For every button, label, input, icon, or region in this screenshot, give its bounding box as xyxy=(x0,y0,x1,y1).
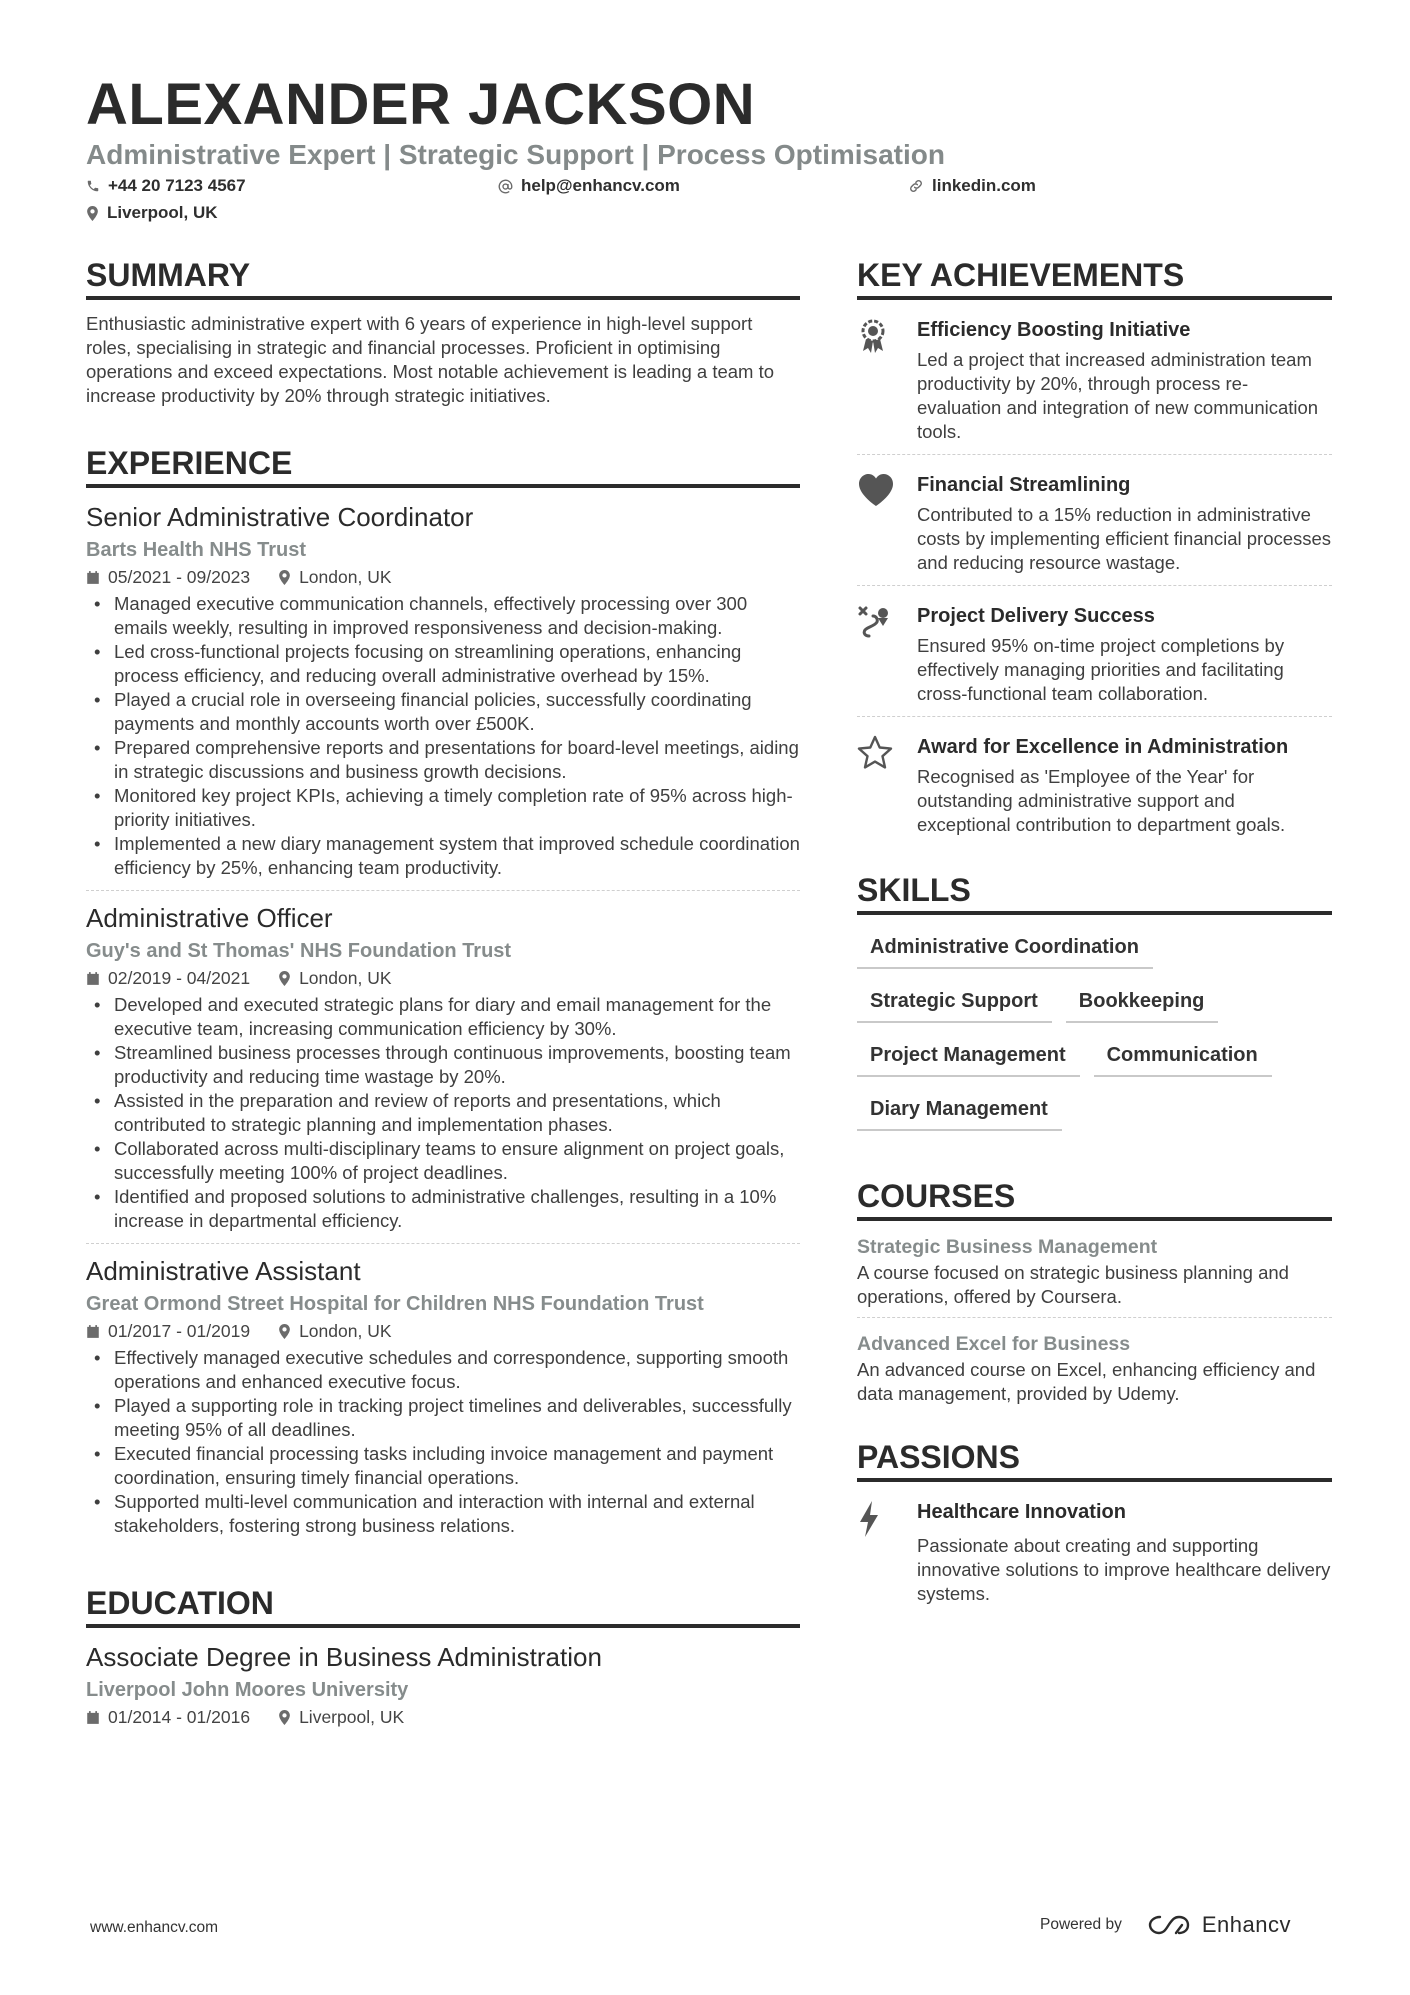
passion-item xyxy=(857,1494,1332,1616)
skills-list xyxy=(857,927,1332,1143)
achievement-item xyxy=(857,312,1332,455)
contact-email[interactable] xyxy=(498,175,680,197)
skill-tag: Project Management xyxy=(857,1035,1080,1077)
job-bullet: • Led cross-functional projects focusing on streamlining operations, enhancing process efficiency, and reducing overall administrative overhead by 15%. xyxy=(86,640,800,688)
job-bullet: • Streamlined business processes through continuous improvements, boosting team productivity and reducing time wastage by 20%. xyxy=(86,1041,800,1089)
education-heading: EDUCATION xyxy=(86,1584,800,1628)
experience-heading: EXPERIENCE xyxy=(86,444,800,488)
calendar-icon xyxy=(86,570,100,585)
link-icon xyxy=(908,178,924,194)
achievement-title: Award for Excellence in Administration xyxy=(917,736,1289,758)
achievement-text: Ensured 95% on-time project completions by effectively managing priorities and facilitating cross-functional team collaboration. xyxy=(917,635,1285,704)
job-dates xyxy=(86,564,250,590)
map-pin-icon xyxy=(278,1710,291,1725)
skill-tag: Communication xyxy=(1094,1035,1272,1077)
brand-name: Enhancv xyxy=(1201,1912,1291,1937)
linkedin-text: linkedin.com xyxy=(932,176,1036,195)
job-bullet: • Implemented a new diary management system that improved schedule coordination efficiency by 25%, enhancing team productivity. xyxy=(86,832,800,880)
courses-heading: COURSES xyxy=(857,1177,1332,1221)
job-bullet: • Played a crucial role in overseeing financial policies, successfully coordinating payments and monthly accounts worth over £500K. xyxy=(86,688,800,736)
skills-section xyxy=(857,871,1332,1143)
job-bullet: • Prepared comprehensive reports and presentations for board-level meetings, aiding in strategic discussions and business growth decisions. xyxy=(86,736,800,784)
job-bullet: • Executed financial processing tasks including invoice management and payment coordination, ensuring timely financial operations. xyxy=(86,1442,800,1490)
lightning-bolt-icon xyxy=(857,1498,917,1606)
achievement-text: Recognised as 'Employee of the Year' for outstanding administrative support and exceptional contribution to department goals. xyxy=(917,766,1286,835)
school-name: Liverpool John Moores University xyxy=(86,1679,409,1701)
at-sign-icon xyxy=(498,179,513,194)
calendar-icon xyxy=(86,1710,100,1725)
candidate-name: ALEXANDER JACKSON xyxy=(86,72,756,137)
job-location xyxy=(278,1318,391,1344)
job-bullet: • Effectively managed executive schedules and correspondence, supporting smooth operations and enhanced executive focus. xyxy=(86,1346,800,1394)
heart-icon xyxy=(857,471,917,575)
education-dates xyxy=(86,1704,250,1730)
job-title: Administrative Officer xyxy=(86,903,333,933)
right-column xyxy=(857,256,1332,1628)
job-dates xyxy=(86,965,250,991)
experience-entry xyxy=(86,500,800,891)
job-dates-text: 01/2017 - 01/2019 xyxy=(108,1321,251,1341)
skills-heading: SKILLS xyxy=(857,871,1332,915)
course-title: Strategic Business Management xyxy=(857,1236,1158,1258)
contact-linkedin[interactable] xyxy=(908,175,1036,197)
job-bullets xyxy=(86,592,800,880)
education-meta xyxy=(86,1704,800,1730)
education-dates-text: 01/2014 - 01/2016 xyxy=(108,1707,251,1727)
job-title: Administrative Assistant xyxy=(86,1256,361,1286)
education-location-text: Liverpool, UK xyxy=(299,1707,405,1727)
map-pin-icon xyxy=(86,206,99,221)
job-meta xyxy=(86,965,800,991)
experience-entry xyxy=(86,1254,800,1548)
star-icon xyxy=(857,733,917,837)
job-bullet: • Supported multi-level communication and interaction with internal and external stakeholders, fostering strong business relations. xyxy=(86,1490,800,1538)
job-meta xyxy=(86,1318,800,1344)
achievement-text: Contributed to a 15% reduction in administrative costs by implementing efficient financial processes and reducing resource wastage. xyxy=(917,504,1332,573)
powered-by-text: Powered by xyxy=(1040,1916,1122,1933)
course-text: A course focused on strategic business planning and operations, offered by Coursera. xyxy=(857,1262,1289,1307)
job-bullet: • Collaborated across multi-disciplinary teams to ensure alignment on project goals, successfully meeting 100% of project deadlines. xyxy=(86,1137,800,1185)
job-title: Senior Administrative Coordinator xyxy=(86,502,474,532)
footer-website[interactable]: www.enhancv.com xyxy=(90,1919,219,1936)
job-dates-text: 05/2021 - 09/2023 xyxy=(108,567,251,587)
summary-text: Enthusiastic administrative expert with 6 years of experience in high-level support roles, specialising in strategic and financial processes. Proficient in optimising operations and exceed expectations. Most notable achievement is leading a team to increase productivity by 20% through strategic initiatives. xyxy=(86,313,775,406)
company-name: Great Ormond Street Hospital for Children NHS Foundation Trust xyxy=(86,1293,704,1315)
job-location xyxy=(278,564,391,590)
course-title: Advanced Excel for Business xyxy=(857,1333,1131,1355)
skill-tag: Diary Management xyxy=(857,1089,1062,1131)
left-column xyxy=(86,256,800,1730)
job-location-text: London, UK xyxy=(299,1321,392,1341)
achievements-heading: KEY ACHIEVEMENTS xyxy=(857,256,1332,300)
company-name: Guy's and St Thomas' NHS Foundation Trust xyxy=(86,940,512,962)
phone-icon xyxy=(86,179,100,193)
job-bullets xyxy=(86,1346,800,1538)
job-dates xyxy=(86,1318,250,1344)
education-section xyxy=(86,1584,800,1730)
contact-location xyxy=(86,202,218,224)
achievement-item xyxy=(857,729,1332,847)
job-bullet: • Monitored key project KPIs, achieving a timely completion rate of 95% across high-priority initiatives. xyxy=(86,784,800,832)
job-bullet: • Assisted in the preparation and review of reports and presentations, which contributed to strategic planning and implementation phases. xyxy=(86,1089,800,1137)
headline: Administrative Expert | Strategic Support | Process Optimisation xyxy=(86,139,945,170)
achievement-text: Led a project that increased administration team productivity by 20%, through process re-evaluation and integration of new communication tools. xyxy=(917,349,1319,442)
passions-section xyxy=(857,1438,1332,1616)
achievement-item xyxy=(857,467,1332,586)
passion-text: Passionate about creating and supporting innovative solutions to improve healthcare delivery systems. xyxy=(917,1535,1331,1604)
achievement-title: Project Delivery Success xyxy=(917,605,1155,627)
summary-section xyxy=(86,256,800,408)
map-pin-icon xyxy=(278,1324,291,1339)
footer-branding[interactable] xyxy=(1040,1912,1291,1938)
phone-text: +44 20 7123 4567 xyxy=(108,176,246,195)
experience-entry xyxy=(86,901,800,1244)
enhancv-logo-icon xyxy=(1148,1913,1194,1937)
contact-phone[interactable] xyxy=(86,175,246,197)
job-meta xyxy=(86,564,800,590)
experience-section xyxy=(86,444,800,1548)
job-location-text: London, UK xyxy=(299,968,392,988)
passion-title: Healthcare Innovation xyxy=(917,1501,1126,1523)
courses-section xyxy=(857,1177,1332,1414)
skill-tag: Strategic Support xyxy=(857,981,1052,1023)
job-location xyxy=(278,965,391,991)
skill-tag: Administrative Coordination xyxy=(857,927,1153,969)
degree-title: Associate Degree in Business Administration xyxy=(86,1642,602,1672)
skill-tag: Bookkeeping xyxy=(1066,981,1219,1023)
summary-heading: SUMMARY xyxy=(86,256,800,300)
job-dates-text: 02/2019 - 04/2021 xyxy=(108,968,251,988)
email-text: help@enhancv.com xyxy=(521,176,680,195)
education-location xyxy=(278,1704,404,1730)
map-pin-icon xyxy=(278,570,291,585)
job-bullet: • Identified and proposed solutions to administrative challenges, resulting in a 10% increase in departmental efficiency. xyxy=(86,1185,800,1233)
calendar-icon xyxy=(86,971,100,986)
job-bullets xyxy=(86,993,800,1233)
course-item xyxy=(857,1330,1332,1414)
achievements-section xyxy=(857,256,1332,847)
passions-heading: PASSIONS xyxy=(857,1438,1332,1482)
achievement-title: Financial Streamlining xyxy=(917,474,1131,496)
job-bullet: • Managed executive communication channels, effectively processing over 300 emails weekly, resulting in improved responsiveness and decision-making. xyxy=(86,592,800,640)
location-text: Liverpool, UK xyxy=(107,203,218,222)
job-location-text: London, UK xyxy=(299,567,392,587)
course-text: An advanced course on Excel, enhancing efficiency and data management, provided by Udemy. xyxy=(857,1359,1316,1404)
calendar-icon xyxy=(86,1324,100,1339)
job-bullet: • Played a supporting role in tracking project timelines and deliverables, successfully meeting 95% of all deadlines. xyxy=(86,1394,800,1442)
course-item xyxy=(857,1233,1332,1318)
achievement-title: Efficiency Boosting Initiative xyxy=(917,319,1191,341)
award-ribbon-icon xyxy=(857,316,917,444)
job-bullet: • Developed and executed strategic plans for diary and email management for the executive team, increasing communication efficiency by 30%. xyxy=(86,993,800,1041)
company-name: Barts Health NHS Trust xyxy=(86,539,307,561)
achievement-item xyxy=(857,598,1332,717)
map-pin-icon xyxy=(278,971,291,986)
route-icon xyxy=(857,602,917,706)
